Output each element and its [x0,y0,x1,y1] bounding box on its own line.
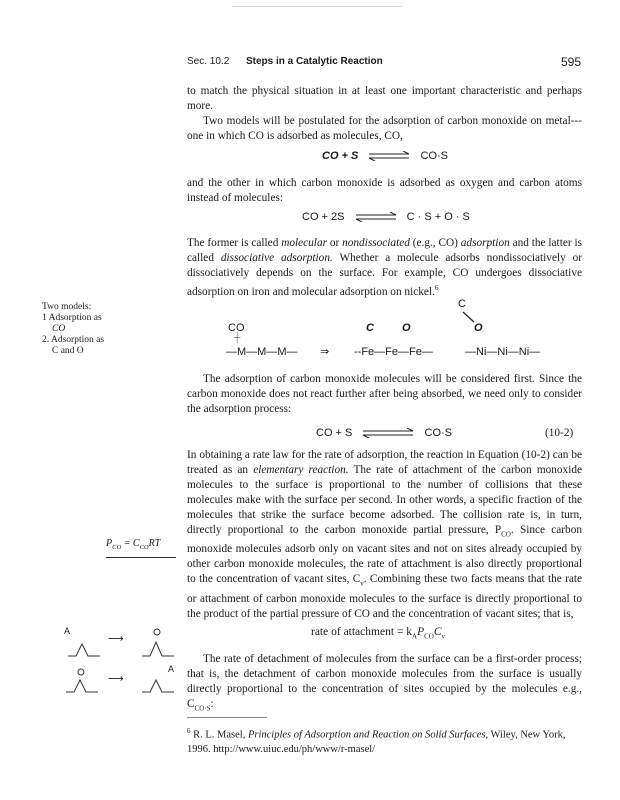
eq-right: C · S + O · S [406,211,470,223]
sketch-c-top: C [458,298,466,310]
implies-arrow-icon: ⇒ [320,346,330,358]
eq-left: CO + S [316,427,353,439]
margin-note-models: Two models: 1 Adsorption as CO 2. Adsorption as C and O [42,302,105,356]
margin-arrow-icon: ⟶ [108,673,124,685]
equation-molecular [322,150,448,162]
page-number: 595 [560,55,581,69]
surface-site-icon [66,632,106,662]
margin-arrow-icon: ⟶ [108,633,124,645]
margin-a-label: A [64,626,71,636]
paragraph-1: to match the physical situation in at least one important characteristic and perhaps more. [187,85,582,112]
equation-attachment: rate of attachment = $k_AP_{CO}C_v$ [311,626,445,641]
sketch-fe-chain: --Fe—Fe—Fe— [354,346,433,358]
eq-left: CO + 2S [302,211,345,223]
bond-mark-icon: ┼ [234,332,241,342]
sketch-ni-chain: —Ni—Ni—Ni— [465,346,541,358]
equation-dissociative [302,211,470,223]
sketch-metal-chain: —M—M—M— [226,346,298,358]
eq-right: CO·S [424,427,452,439]
sketch-o-right: O [474,322,483,334]
running-header [187,56,581,70]
equilibrium-arrow-icon [361,428,415,438]
eq-left: CO + S [322,150,359,162]
eq-right: CO·S [420,150,448,162]
margin-a-label-2: A [168,664,175,674]
equilibrium-arrow-icon [354,212,398,222]
paragraph-7: The rate of detachment of molecules from the surface can be a first-order process; that is, the detachment of carbon monoxide molecules from the surface is usually directly proportional to the concentration of sites occupied by the molecules e.g., $C_{CO\cdot S}$: [187,653,582,713]
equation-10-2 [316,427,452,439]
top-rule [232,6,402,7]
paragraph-3: and the other in which carbon monoxide is adsorbed as oxygen and carbon atoms instead of molecules: [187,177,582,204]
paragraph-2: Two models will be postulated for the adsorption of carbon monoxide on metal---one in which CO is adsorbed as molecules, CO, [187,115,582,142]
equilibrium-arrow-icon [367,151,411,161]
surface-site-icon [140,668,180,698]
paragraph-6: In obtaining a rate law for the rate of adsorption, the reaction in Equation (10-2) can be treated as an elementary reaction. The rate of attachment of the carbon monoxide molecules to the surface is proportional to the number of collisions that these molecules make with the surface per second. In other words, a specific fraction of the molecules that strike the surface become adsorbed. The collision rate is, in turn, directly proportional to the carbon monoxide partial pressure, $P_{CO}$. Since carbon monoxide molecules adsorb only on vacant sites and not on sites already occupied by other carbon monoxide molecules, the rate of attachment is also directly proportional to the concentration of vacant sites, $C_v$. Combining these two facts means that the rate or attachment of carbon monoxide molecules to the surface is directly proportional to the product of the partial pressure of CO and the concentration of vacant sites; that is, [187,449,583,620]
margin-underline [106,557,176,558]
equation-number: (10-2) [545,427,574,439]
sketch-o-label: O [402,322,411,334]
margin-note-ideal-gas: $P_{CO} = C_{CO}RT$ [106,538,176,558]
paragraph-4: The former is called molecular or nondissociated (e.g., CO) adsorption and the latter is called dissociative adsorption. Whether a molecule adsorbs nondissociatively or dissociatively depends on the surface. For example, CO undergoes dissociative adsorption on iron and molecular adsorption on nickel.$^6$ [187,237,583,298]
footnote-rule [187,717,267,718]
section-label: Sec. 10.2 [187,56,230,67]
paragraph-5: The adsorption of carbon monoxide molecules will be considered first. Since the carbon monoxide does not react further after being absorbed, we need only to consider the adsorption process: [187,373,582,415]
footnote: $^6$ R. L. Masel, Principles of Adsorption and Reaction on Solid Surfaces, Wiley, New York, 1996. http://www.uiuc.edu/ph/www/r-masel/ [187,727,566,755]
sketch-c-label: C [366,322,374,334]
sketch-co-label: CO [228,322,245,334]
adsorbed-site-icon [64,668,104,698]
adsorbed-site-icon [140,624,180,662]
section-title: Steps in a Catalytic Reaction [246,56,383,67]
